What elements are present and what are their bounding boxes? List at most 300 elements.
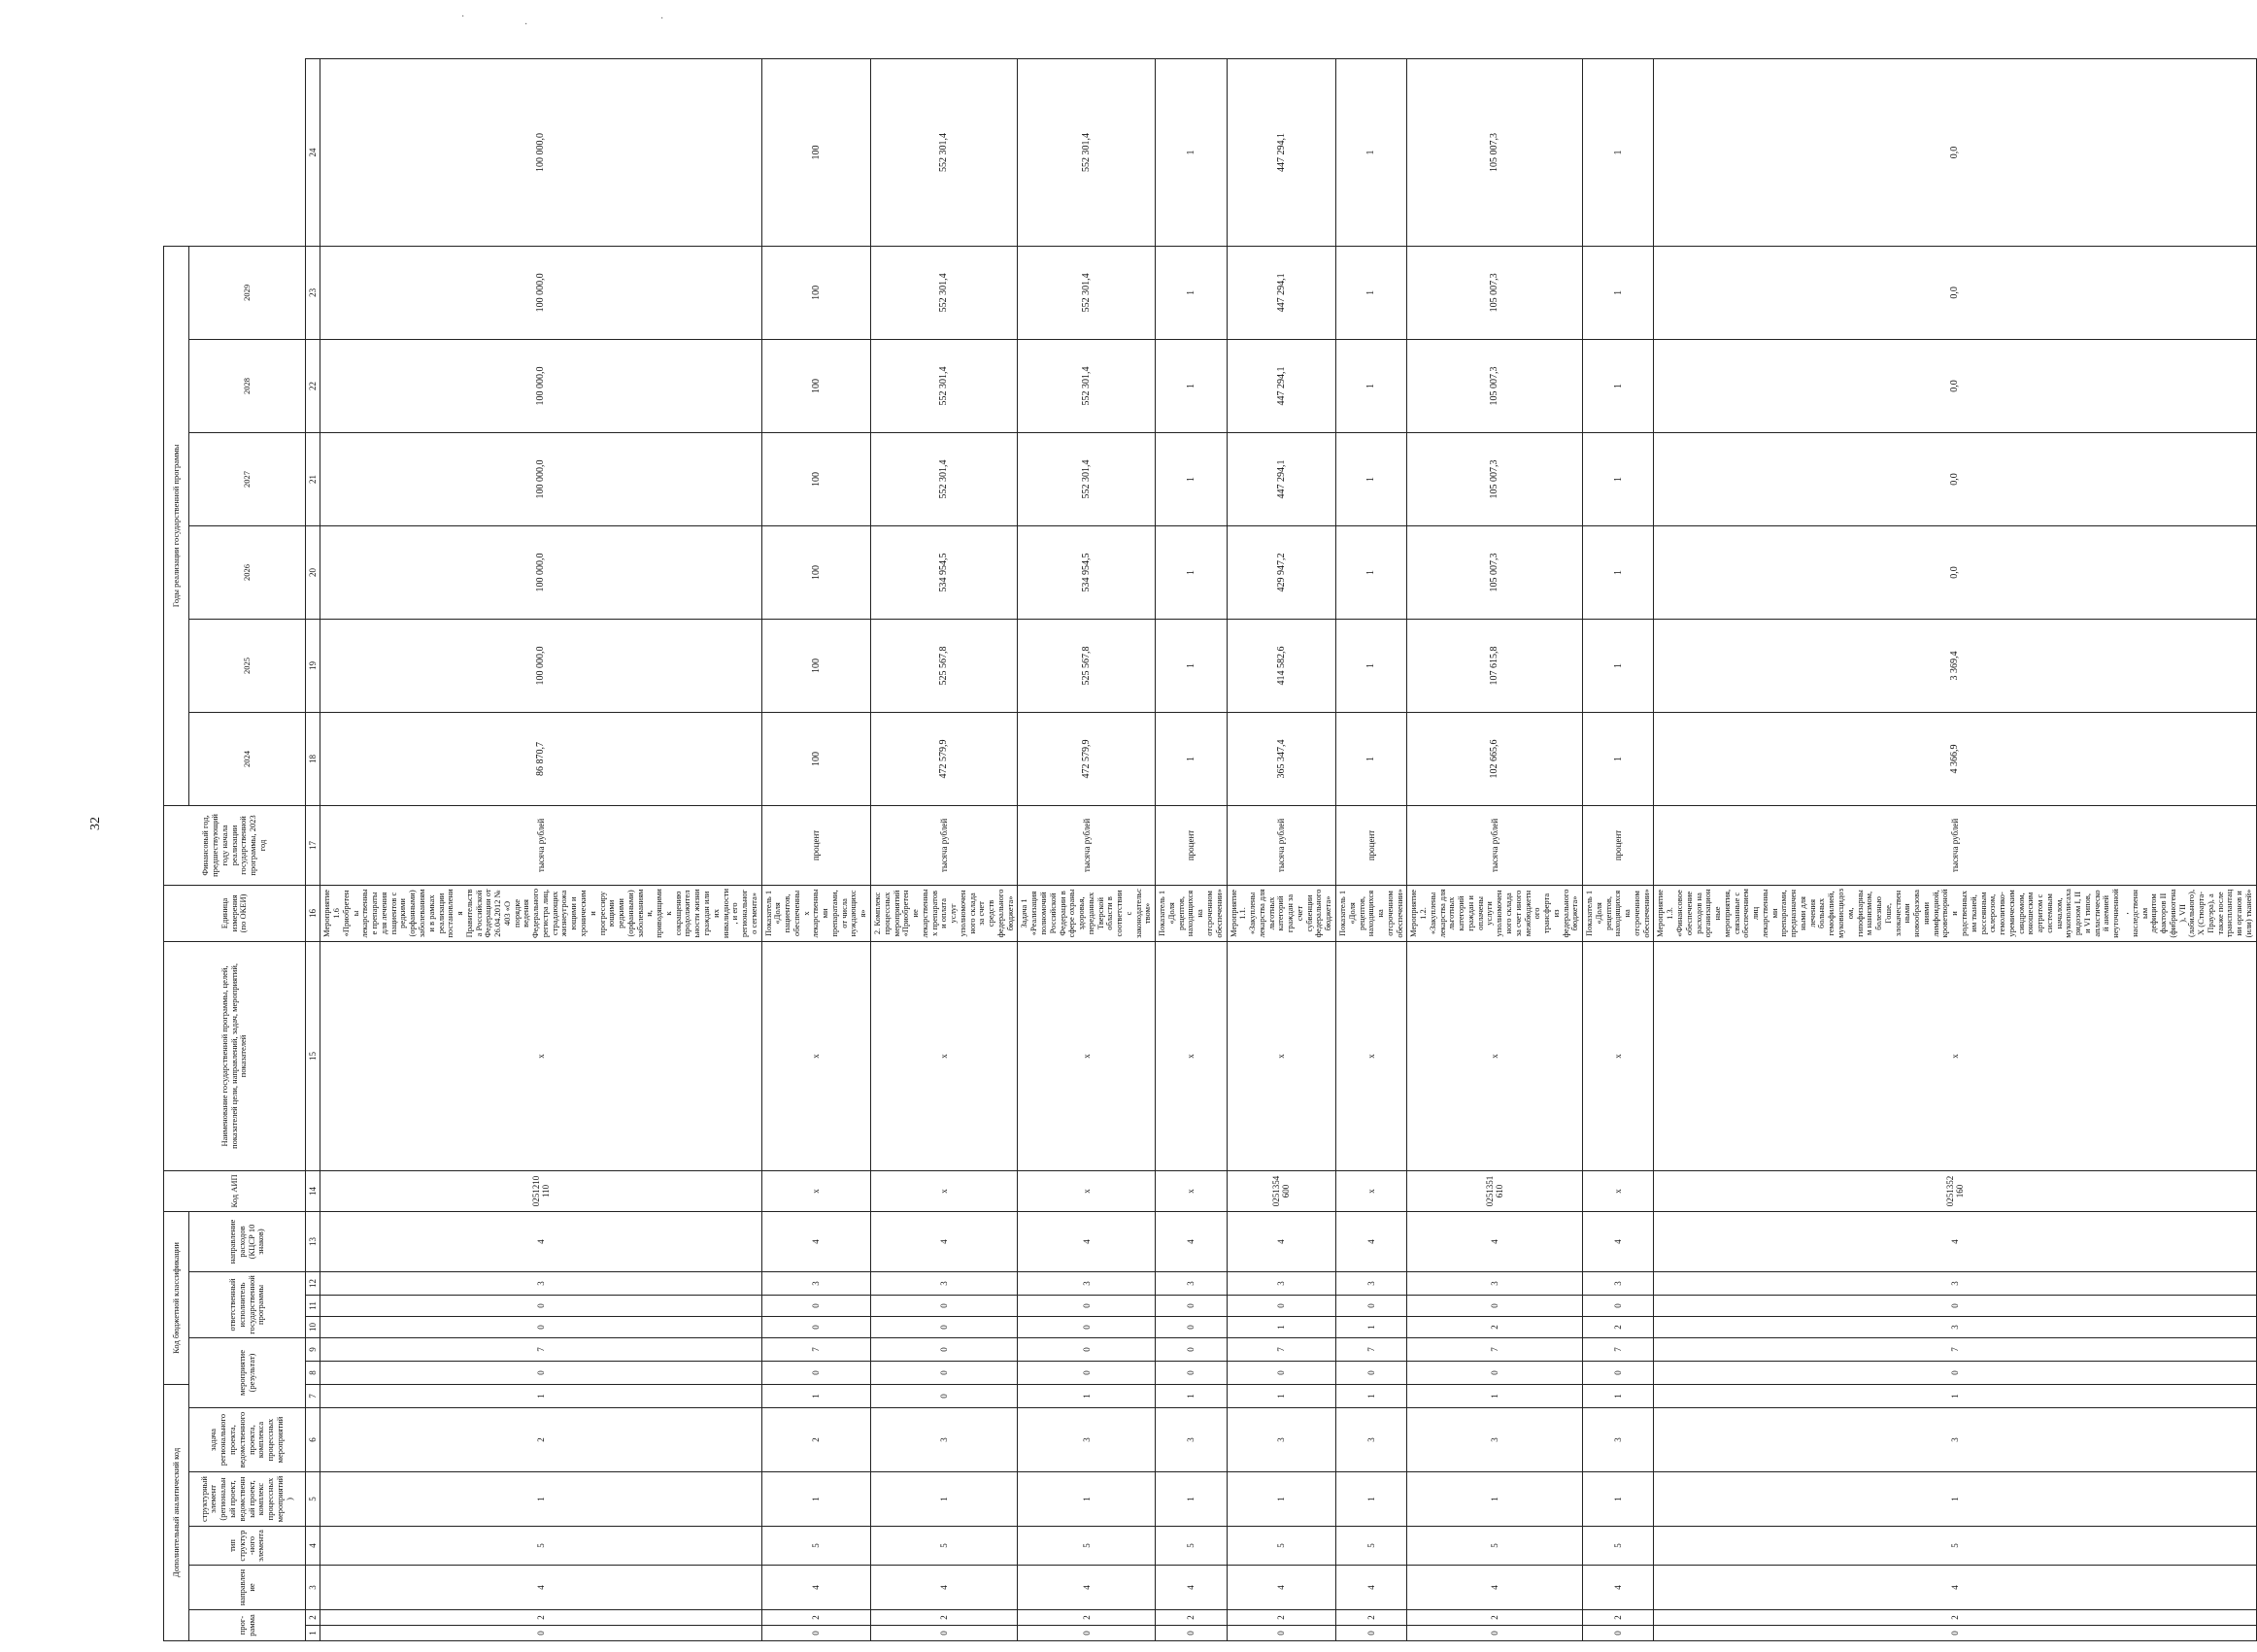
year-value-cell: 1 bbox=[1583, 525, 1654, 619]
header-years-group: Годы реализации государственной программы bbox=[164, 246, 189, 805]
code-cell: 4 bbox=[1583, 1566, 1654, 1610]
year-value-cell: 100 000,0 bbox=[320, 432, 761, 525]
year-value-cell: 1 bbox=[1335, 246, 1406, 339]
column-number-cell: 3 bbox=[306, 1566, 320, 1610]
code-cell: 5 bbox=[1156, 1527, 1227, 1566]
column-number-cell: 23 bbox=[306, 246, 320, 339]
code-cell: x bbox=[1018, 1170, 1156, 1211]
code-cell: 4 bbox=[1156, 1566, 1227, 1610]
code-cell: 0 bbox=[1654, 1295, 2256, 1316]
code-cell: 0 bbox=[761, 1361, 870, 1384]
code-cell: 0 bbox=[1156, 1361, 1227, 1384]
code-cell: 0 bbox=[1156, 1337, 1227, 1361]
code-cell: 5 bbox=[870, 1527, 1017, 1566]
code-cell: 2 bbox=[1407, 1316, 1583, 1337]
code-cell: 1 bbox=[1227, 1472, 1335, 1527]
column-number-cell: 12 bbox=[306, 1271, 320, 1295]
code-cell: x bbox=[1335, 1170, 1406, 1211]
code-cell: 5 bbox=[1407, 1527, 1583, 1566]
column-number-cell: 7 bbox=[306, 1384, 320, 1407]
unit-cell: тысяча рублей bbox=[320, 805, 761, 885]
year-value-cell: 429 947,2 bbox=[1227, 525, 1335, 619]
code-cell: 2 bbox=[1583, 1610, 1654, 1626]
column-number-cell: 6 bbox=[306, 1408, 320, 1472]
code-cell: 1 bbox=[320, 1472, 761, 1527]
unit-cell: процент bbox=[1583, 805, 1654, 885]
program-table bbox=[163, 58, 2257, 1641]
code-cell: 3 bbox=[1583, 1271, 1654, 1295]
year-value-cell: 447 294,1 bbox=[1227, 339, 1335, 432]
code-cell: 1 bbox=[1335, 1384, 1406, 1407]
table-row bbox=[1018, 59, 1156, 1641]
year-value-cell: 447 294,1 bbox=[1227, 246, 1335, 339]
code-cell: 0 bbox=[870, 1295, 1017, 1316]
fin-year-value-cell: 4 366,9 bbox=[1654, 712, 2256, 805]
code-cell: 0 bbox=[1583, 1295, 1654, 1316]
code-cell: 0 bbox=[761, 1316, 870, 1337]
code-cell: 4 bbox=[1018, 1566, 1156, 1610]
code-cell: 5 bbox=[1583, 1527, 1654, 1566]
code-cell: 1 bbox=[1583, 1384, 1654, 1407]
year-value-cell: 1 bbox=[1156, 339, 1227, 432]
code-cell: 1 bbox=[1018, 1472, 1156, 1527]
code-cell: x bbox=[320, 941, 761, 1170]
code-cell: 5 bbox=[761, 1527, 870, 1566]
code-cell: 0 bbox=[1156, 1316, 1227, 1337]
code-cell: 4 bbox=[1407, 1211, 1583, 1271]
code-cell: 2 bbox=[1018, 1610, 1156, 1626]
code-cell: x bbox=[1654, 941, 2256, 1170]
header-executor: ответственный исполнитель государственной программы bbox=[189, 1271, 306, 1337]
code-cell: 0 bbox=[1156, 1295, 1227, 1316]
column-number-cell: 4 bbox=[306, 1527, 320, 1566]
header-program: прог-рамма bbox=[189, 1610, 306, 1641]
column-numbers-row bbox=[306, 59, 320, 1641]
fin-year-value-cell: 1 bbox=[1335, 712, 1406, 805]
code-cell: 0 bbox=[761, 1626, 870, 1641]
row-name-cell: Мероприятие 1.2. «Закуплены лекарства для льготных категорий граждан и оплачены услуги уполномоченного склада за счет иного межбюджетного трансферта из федерального бюджета» bbox=[1407, 885, 1583, 941]
column-number-cell: 11 bbox=[306, 1295, 320, 1316]
year-value-cell: 100 000,0 bbox=[320, 525, 761, 619]
year-value-cell: 0,0 bbox=[1654, 59, 2256, 247]
header-year: 2028 bbox=[189, 339, 306, 432]
unit-cell: процент bbox=[1335, 805, 1406, 885]
year-value-cell: 100 000,0 bbox=[320, 339, 761, 432]
code-cell: 4 bbox=[1583, 1211, 1654, 1271]
code-cell: 2 bbox=[1335, 1610, 1406, 1626]
code-cell: 3 bbox=[870, 1271, 1017, 1295]
code-cell: 3 bbox=[1227, 1408, 1335, 1472]
code-cell: 0 bbox=[1018, 1337, 1156, 1361]
header-name: Наименование государственной программы, целей, показателей цели, направлений, задач, мероприятий, показателей bbox=[164, 941, 306, 1170]
table-row bbox=[1156, 59, 1227, 1641]
code-cell: 3 bbox=[870, 1408, 1017, 1472]
code-cell: 5 bbox=[1018, 1527, 1156, 1566]
row-name-cell: Показатель 1 «Доля рецептов, находящихся на отсроченном обеспечении» bbox=[1583, 885, 1654, 941]
year-value-cell: 105 007,3 bbox=[1407, 246, 1583, 339]
code-cell: 0251352160 bbox=[1654, 1170, 2256, 1211]
year-value-cell: 1 bbox=[1335, 339, 1406, 432]
code-cell: x bbox=[870, 941, 1017, 1170]
code-cell: 1 bbox=[1654, 1384, 2256, 1407]
table-row bbox=[1335, 59, 1406, 1641]
header-year: 2027 bbox=[189, 432, 306, 525]
fin-year-value-cell: 100 bbox=[761, 712, 870, 805]
row-name-cell: Мероприятие 1.1. «Закуплены лекарства для льготных категорий граждан за счет субвенции федерального бюджета» bbox=[1227, 885, 1335, 941]
year-value-cell: 552 301,4 bbox=[1018, 339, 1156, 432]
code-cell: 7 bbox=[761, 1337, 870, 1361]
code-cell: 1 bbox=[1407, 1384, 1583, 1407]
code-cell: 1 bbox=[1227, 1316, 1335, 1337]
year-value-cell: 1 bbox=[1156, 619, 1227, 712]
header-year: 2029 bbox=[189, 246, 306, 339]
code-cell: 5 bbox=[1335, 1527, 1406, 1566]
year-value-cell: 1 bbox=[1583, 339, 1654, 432]
year-value-cell: 552 301,4 bbox=[1018, 246, 1156, 339]
year-value-cell: 1 bbox=[1335, 432, 1406, 525]
code-cell: x bbox=[1018, 941, 1156, 1170]
row-name-cell: Показатель 1 «Доля пациентов, обеспеченных лекарственными препаратами, от числа нуждающихся» bbox=[761, 885, 870, 941]
unit-cell: тысяча рублей bbox=[1018, 805, 1156, 885]
header-fin-year: Финансовый год, предшествующий году начала реализации государственной программы, 2023 год bbox=[164, 805, 306, 885]
column-number-cell: 22 bbox=[306, 339, 320, 432]
code-cell: 4 bbox=[761, 1211, 870, 1271]
code-cell: x bbox=[1156, 941, 1227, 1170]
year-value-cell: 1 bbox=[1583, 619, 1654, 712]
code-cell: 2 bbox=[1583, 1316, 1654, 1337]
header-unit: Единица измерения (по ОКЕИ) bbox=[164, 885, 306, 941]
column-number-cell: 16 bbox=[306, 885, 320, 941]
fin-year-value-cell: 102 665,6 bbox=[1407, 712, 1583, 805]
code-cell: 0 bbox=[1583, 1361, 1654, 1384]
table-row bbox=[320, 59, 761, 1641]
column-number-cell: 5 bbox=[306, 1472, 320, 1527]
scan-speck: · bbox=[461, 12, 465, 22]
column-number-cell: 1 bbox=[306, 1626, 320, 1641]
header-event: мероприятие (результат) bbox=[189, 1337, 306, 1407]
fin-year-value-cell: 472 579,9 bbox=[870, 712, 1017, 805]
year-value-cell: 525 567,8 bbox=[1018, 619, 1156, 712]
code-cell: 1 bbox=[1156, 1472, 1227, 1527]
year-value-cell: 105 007,3 bbox=[1407, 525, 1583, 619]
code-cell: 0 bbox=[1654, 1361, 2256, 1384]
code-cell: 1 bbox=[761, 1472, 870, 1527]
code-cell: 4 bbox=[1156, 1211, 1227, 1271]
year-value-cell: 534 954,5 bbox=[1018, 525, 1156, 619]
column-number-cell: 2 bbox=[306, 1610, 320, 1626]
code-cell: x bbox=[761, 941, 870, 1170]
code-cell: 0251351610 bbox=[1407, 1170, 1583, 1211]
table-row bbox=[1654, 59, 2256, 1641]
code-cell: 1 bbox=[320, 1384, 761, 1407]
year-value-cell: 552 301,4 bbox=[1018, 59, 1156, 247]
header-year: 2026 bbox=[189, 525, 306, 619]
header-year: 2025 bbox=[189, 619, 306, 712]
year-value-cell: 100 bbox=[761, 619, 870, 712]
year-value-cell: 0,0 bbox=[1654, 339, 2256, 432]
unit-cell: процент bbox=[1156, 805, 1227, 885]
code-cell: 3 bbox=[1227, 1271, 1335, 1295]
code-cell: 5 bbox=[1227, 1527, 1335, 1566]
column-number-cell: 24 bbox=[306, 59, 320, 247]
code-cell: x bbox=[1335, 941, 1406, 1170]
code-cell: 3 bbox=[320, 1271, 761, 1295]
year-value-cell: 1 bbox=[1335, 619, 1406, 712]
code-cell: 7 bbox=[1407, 1337, 1583, 1361]
code-cell: 0 bbox=[1407, 1361, 1583, 1384]
year-value-cell: 105 007,3 bbox=[1407, 339, 1583, 432]
code-cell: 4 bbox=[1407, 1566, 1583, 1610]
code-cell: 0 bbox=[1654, 1626, 2256, 1641]
year-value-cell: 1 bbox=[1583, 246, 1654, 339]
code-cell: 4 bbox=[1654, 1211, 2256, 1271]
year-value-cell: 447 294,1 bbox=[1227, 432, 1335, 525]
code-cell: 0251210110 bbox=[320, 1170, 761, 1211]
code-cell: 0 bbox=[320, 1361, 761, 1384]
code-cell: 1 bbox=[1018, 1384, 1156, 1407]
code-cell: 2 bbox=[320, 1610, 761, 1626]
code-cell: x bbox=[1407, 941, 1583, 1170]
code-cell: 2 bbox=[761, 1610, 870, 1626]
column-number-cell: 15 bbox=[306, 941, 320, 1170]
year-value-cell: 447 294,1 bbox=[1227, 59, 1335, 247]
table-row bbox=[761, 59, 870, 1641]
code-cell: 2 bbox=[870, 1610, 1017, 1626]
year-value-cell: 1 bbox=[1156, 432, 1227, 525]
year-value-cell: 552 301,4 bbox=[870, 246, 1017, 339]
code-cell: 1 bbox=[761, 1384, 870, 1407]
row-name-cell: Мероприятие 1.3. «Финансовое обеспечение расходов на организационные мероприятия, связанные с обеспечением лиц лекарственными препаратами, предназначенными для лечения больных гемофилией, муковисцидозом, гипофизарным нанизмом, болезнью Гоше, злокачественными новообразованиями лимфоидной, кроветворной и родственных им тканей, рассеянным склерозом, гемолитико-уремическим синдромом, юношеским артритом с системным началом, мукополисахаридозом I, II и VI типов, апластической анемией неуточненной, наследственным дефицитом факторов II (фибриногена), VII (лабильного), X (Стюарта-Прауэра), а также после трансплантации органов и (или) тканей» bbox=[1654, 885, 2256, 941]
code-cell: 7 bbox=[1583, 1337, 1654, 1361]
code-cell: 1 bbox=[1227, 1384, 1335, 1407]
year-value-cell: 534 954,5 bbox=[870, 525, 1017, 619]
column-number-cell: 14 bbox=[306, 1170, 320, 1211]
column-number-cell: 8 bbox=[306, 1361, 320, 1384]
unit-cell: тысяча рублей bbox=[870, 805, 1017, 885]
year-value-cell: 100 bbox=[761, 246, 870, 339]
code-cell: 3 bbox=[1654, 1271, 2256, 1295]
header-aip-code: Код АИП bbox=[164, 1170, 306, 1211]
header-budget-code: Код бюджетной классификации bbox=[164, 1211, 189, 1384]
year-value-cell: 100 bbox=[761, 525, 870, 619]
code-cell: 4 bbox=[320, 1566, 761, 1610]
row-name-cell: Задача 1 «Реализация полномочий Российской Федерации в сфере охраны здоровья, переданных Тверской области в соответствии с законодательством» bbox=[1018, 885, 1156, 941]
year-value-cell: 525 567,8 bbox=[870, 619, 1017, 712]
column-number-cell: 18 bbox=[306, 712, 320, 805]
year-value-cell: 0,0 bbox=[1654, 525, 2256, 619]
scan-speck: · bbox=[524, 19, 528, 30]
code-cell: 3 bbox=[1156, 1408, 1227, 1472]
year-value-cell: 100 bbox=[761, 339, 870, 432]
table-row bbox=[1227, 59, 1335, 1641]
code-cell: 1 bbox=[1335, 1472, 1406, 1527]
code-cell: 4 bbox=[1227, 1211, 1335, 1271]
code-cell: 4 bbox=[1018, 1211, 1156, 1271]
code-cell: 5 bbox=[320, 1527, 761, 1566]
fin-year-value-cell: 1 bbox=[1156, 712, 1227, 805]
code-cell: 0 bbox=[1583, 1626, 1654, 1641]
code-cell: 1 bbox=[1583, 1472, 1654, 1527]
code-cell: 4 bbox=[320, 1211, 761, 1271]
code-cell: 0 bbox=[1227, 1626, 1335, 1641]
year-value-cell: 1 bbox=[1583, 59, 1654, 247]
unit-cell: процент bbox=[761, 805, 870, 885]
fin-year-value-cell: 472 579,9 bbox=[1018, 712, 1156, 805]
code-cell: 0 bbox=[1335, 1626, 1406, 1641]
column-number-cell: 19 bbox=[306, 619, 320, 712]
header-struct-type: тип структур-ного элемента bbox=[189, 1527, 306, 1566]
code-cell: 4 bbox=[870, 1211, 1017, 1271]
code-cell: 0 bbox=[1335, 1361, 1406, 1384]
code-cell: 7 bbox=[1227, 1337, 1335, 1361]
code-cell: 0 bbox=[870, 1337, 1017, 1361]
year-value-cell: 100 000,0 bbox=[320, 246, 761, 339]
column-number-cell: 17 bbox=[306, 805, 320, 885]
year-value-cell: 105 007,3 bbox=[1407, 59, 1583, 247]
code-cell: 3 bbox=[1407, 1408, 1583, 1472]
rotated-table-wrapper bbox=[163, 58, 2253, 1641]
year-value-cell: 414 582,6 bbox=[1227, 619, 1335, 712]
year-value-cell: 0,0 bbox=[1654, 432, 2256, 525]
code-cell: 3 bbox=[1583, 1408, 1654, 1472]
year-value-cell: 107 615,8 bbox=[1407, 619, 1583, 712]
code-cell: 3 bbox=[761, 1271, 870, 1295]
year-value-cell: 552 301,4 bbox=[1018, 432, 1156, 525]
row-name-cell: Мероприятие 1.6 «Приобретены лекарственные препараты для лечения пациентов с редкими (орфанными) заболеваниями в рамках реализации постановления Правительства Российской Федерации от 26.04.2012 № 403 «О порядке ведения Федерального регистра лиц, страдающих жизнеугрожающими и хроническими прогрессирующими редкими (орфанными) заболеваниями, приводящими к сокращению продолжительности жизни граждан или их инвалидности, и его регионального сегмента» bbox=[320, 885, 761, 941]
code-cell: 3 bbox=[1156, 1271, 1227, 1295]
code-cell: 2 bbox=[761, 1408, 870, 1472]
code-cell: 2 bbox=[1654, 1610, 2256, 1626]
code-cell: 0251354600 bbox=[1227, 1170, 1335, 1211]
fin-year-value-cell: 1 bbox=[1583, 712, 1654, 805]
code-cell: 0 bbox=[1407, 1295, 1583, 1316]
code-cell: 4 bbox=[1227, 1566, 1335, 1610]
row-name-cell: Показатель 1 «Доля рецептов, находящихся на отсроченном обеспечении» bbox=[1156, 885, 1227, 941]
code-cell: 0 bbox=[1018, 1626, 1156, 1641]
table-row bbox=[1407, 59, 1583, 1641]
header-expense-direction: направление расходов (КЦСР 10 знаков) bbox=[189, 1211, 306, 1271]
year-value-cell: 0,0 bbox=[1654, 246, 2256, 339]
code-cell: 0 bbox=[1018, 1361, 1156, 1384]
year-value-cell: 100 bbox=[761, 59, 870, 247]
year-value-cell: 100 000,0 bbox=[320, 619, 761, 712]
code-cell: 7 bbox=[320, 1337, 761, 1361]
year-value-cell: 1 bbox=[1156, 525, 1227, 619]
code-cell: 0 bbox=[1018, 1295, 1156, 1316]
year-value-cell: 100 000,0 bbox=[320, 59, 761, 247]
table-row bbox=[1583, 59, 1654, 1641]
unit-cell: тысяча рублей bbox=[1654, 805, 2256, 885]
code-cell: 0 bbox=[1335, 1295, 1406, 1316]
code-cell: 0 bbox=[870, 1384, 1017, 1407]
code-cell: 2 bbox=[1407, 1610, 1583, 1626]
code-cell: x bbox=[1583, 941, 1654, 1170]
code-cell: 7 bbox=[1335, 1337, 1406, 1361]
code-cell: 0 bbox=[870, 1316, 1017, 1337]
fin-year-value-cell: 86 870,7 bbox=[320, 712, 761, 805]
code-cell: 0 bbox=[870, 1626, 1017, 1641]
year-value-cell: 1 bbox=[1156, 246, 1227, 339]
code-cell: 1 bbox=[1335, 1316, 1406, 1337]
code-cell: x bbox=[1583, 1170, 1654, 1211]
code-cell: 4 bbox=[1335, 1211, 1406, 1271]
code-cell: 4 bbox=[870, 1566, 1017, 1610]
code-cell: 3 bbox=[1018, 1271, 1156, 1295]
code-cell: 0 bbox=[320, 1316, 761, 1337]
row-name-cell: Показатель 1 «Доля рецептов, находящихся на отсроченном обеспечении» bbox=[1335, 885, 1406, 941]
code-cell: 0 bbox=[1227, 1361, 1335, 1384]
year-value-cell: 1 bbox=[1335, 525, 1406, 619]
code-cell: x bbox=[870, 1170, 1017, 1211]
year-value-cell: 3 369,4 bbox=[1654, 619, 2256, 712]
page-number: 32 bbox=[88, 817, 103, 830]
column-number-cell: 13 bbox=[306, 1211, 320, 1271]
code-cell: 5 bbox=[1654, 1527, 2256, 1566]
code-cell: 2 bbox=[1227, 1610, 1335, 1626]
row-name-cell: 2. Комплекс процессных мероприятий «Приобретение лекарственных препаратов и оплата услуг уполномоченного склада за счет средств федерального бюджета» bbox=[870, 885, 1017, 941]
code-cell: 1 bbox=[1156, 1384, 1227, 1407]
column-number-cell: 10 bbox=[306, 1316, 320, 1337]
code-cell: 3 bbox=[1018, 1408, 1156, 1472]
code-cell: 4 bbox=[761, 1566, 870, 1610]
code-cell: 0 bbox=[1156, 1626, 1227, 1641]
year-value-cell: 1 bbox=[1156, 59, 1227, 247]
header-year: 2024 bbox=[189, 712, 306, 805]
year-value-cell: 552 301,4 bbox=[870, 339, 1017, 432]
code-cell: 4 bbox=[1654, 1566, 2256, 1610]
code-cell: 0 bbox=[870, 1361, 1017, 1384]
code-cell: x bbox=[1156, 1170, 1227, 1211]
code-cell: 3 bbox=[1407, 1271, 1583, 1295]
code-cell: 3 bbox=[1335, 1271, 1406, 1295]
code-cell: 0 bbox=[1407, 1626, 1583, 1641]
header-task: задача регионального проекта, ведомственного проекта, комплекса процессных мероприятий bbox=[189, 1408, 306, 1472]
code-cell: 1 bbox=[870, 1472, 1017, 1527]
code-cell: x bbox=[761, 1170, 870, 1211]
header-direction: направление bbox=[189, 1566, 306, 1610]
code-cell: 3 bbox=[1654, 1408, 2256, 1472]
code-cell: 0 bbox=[1018, 1316, 1156, 1337]
code-cell: 0 bbox=[761, 1295, 870, 1316]
code-cell: 2 bbox=[1156, 1610, 1227, 1626]
year-value-cell: 1 bbox=[1583, 432, 1654, 525]
year-value-cell: 100 bbox=[761, 432, 870, 525]
code-cell: 4 bbox=[1335, 1566, 1406, 1610]
code-cell: 0 bbox=[320, 1295, 761, 1316]
code-cell: 3 bbox=[1335, 1408, 1406, 1472]
header-struct-element: структурный элемент (региональный проект, ведомственный проект, комплекс процессных мероприятий) bbox=[189, 1472, 306, 1527]
year-value-cell: 1 bbox=[1335, 59, 1406, 247]
code-cell: 2 bbox=[320, 1408, 761, 1472]
column-number-cell: 20 bbox=[306, 525, 320, 619]
header-additional-code: Дополнительный аналитический код bbox=[164, 1384, 189, 1640]
code-cell: 0 bbox=[1227, 1295, 1335, 1316]
column-number-cell: 21 bbox=[306, 432, 320, 525]
scan-speck: · bbox=[660, 14, 664, 24]
fin-year-value-cell: 365 347,4 bbox=[1227, 712, 1335, 805]
code-cell: x bbox=[1227, 941, 1335, 1170]
unit-cell: тысяча рублей bbox=[1227, 805, 1335, 885]
code-cell: 1 bbox=[1654, 1472, 2256, 1527]
year-value-cell: 105 007,3 bbox=[1407, 432, 1583, 525]
unit-cell: тысяча рублей bbox=[1407, 805, 1583, 885]
year-value-cell: 552 301,4 bbox=[870, 432, 1017, 525]
table-row bbox=[870, 59, 1017, 1641]
code-cell: 7 bbox=[1654, 1337, 2256, 1361]
code-cell: 0 bbox=[320, 1626, 761, 1641]
code-cell: 3 bbox=[1654, 1316, 2256, 1337]
column-number-cell: 9 bbox=[306, 1337, 320, 1361]
